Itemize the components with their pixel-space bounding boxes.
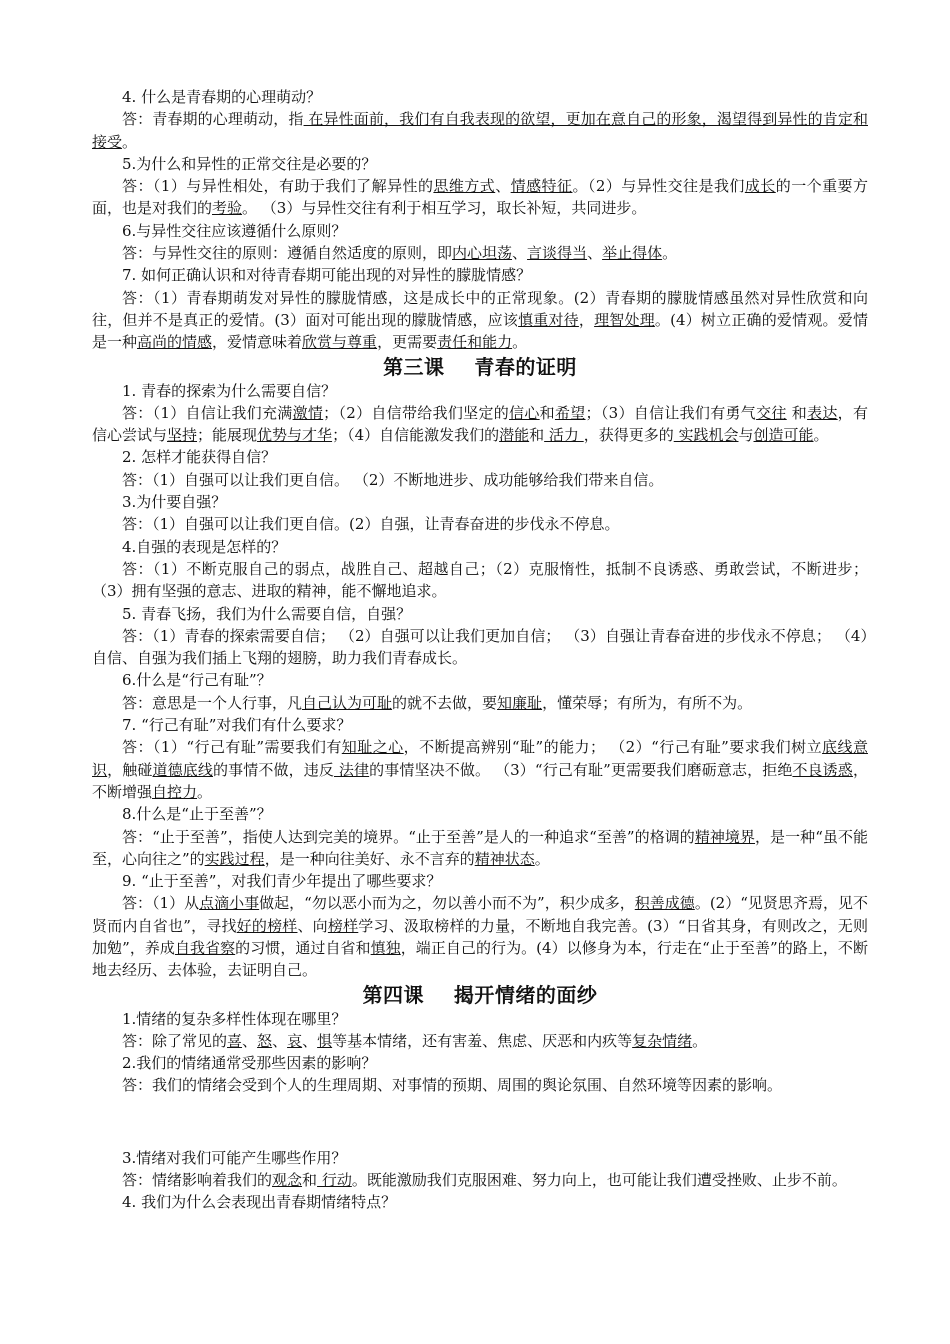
text-run: 答：除了常见的 bbox=[122, 1031, 228, 1050]
underlined-answer-term: 优势与才华 bbox=[257, 426, 333, 445]
text-run: 。 bbox=[122, 132, 138, 151]
underlined-answer-term: 惧 bbox=[317, 1031, 333, 1050]
question bbox=[92, 153, 868, 175]
underlined-answer-term: 交往 bbox=[756, 403, 787, 422]
underlined-answer-term: 复杂情绪 bbox=[632, 1031, 693, 1050]
answer bbox=[92, 287, 868, 354]
underlined-answer-term: 坚持 bbox=[167, 426, 198, 445]
text-run: 答：（1）与异性相处，有助于我们了解异性的 bbox=[122, 177, 434, 196]
text-run: 答：青春期的心理萌动，指 bbox=[122, 110, 304, 129]
underlined-answer-term: 精神状态 bbox=[474, 849, 535, 868]
underlined-answer-term: 榜样 bbox=[327, 916, 359, 935]
underlined-answer-term: 考验 bbox=[212, 199, 243, 218]
underlined-answer-term: 创造可能 bbox=[753, 426, 814, 445]
text-run: 、 bbox=[587, 244, 603, 263]
question bbox=[92, 380, 868, 402]
text-run: 6.与异性交往应该遵循什么原则？ bbox=[122, 221, 347, 240]
question bbox=[92, 264, 868, 286]
underlined-answer-term: 喜 bbox=[227, 1031, 243, 1050]
answer bbox=[92, 1074, 868, 1096]
text-run: 的就不去做，要 bbox=[392, 693, 498, 712]
answer bbox=[92, 469, 868, 491]
underlined-answer-term: 好的榜样 bbox=[236, 916, 298, 935]
text-run: 第四课 揭开情绪的面纱 bbox=[362, 982, 598, 1007]
underlined-answer-term: 自控力 bbox=[152, 782, 198, 801]
text-run: 3.情绪对我们可能产生哪些作用？ bbox=[122, 1148, 347, 1167]
text-run: 1. 青春的探索为什么需要自信？ bbox=[122, 381, 337, 400]
question bbox=[92, 536, 868, 558]
answer bbox=[92, 892, 868, 981]
question bbox=[92, 491, 868, 513]
text-run: 、 bbox=[242, 1031, 258, 1050]
answer bbox=[92, 1030, 868, 1052]
text-run: 答：（1）青春期萌发对异性的朦胧情感，这是成长中的正常现象。(2）青春期的朦胧情感虽然对异性欣赏和向往，但并不是真正的爱情。(3）面对可能出现的朦胧情感，应该 bbox=[92, 288, 868, 329]
text-run: ，爱情意味着 bbox=[212, 333, 303, 352]
text-run: 2. 怎样才能获得自信？ bbox=[122, 448, 277, 467]
underlined-answer-term: 欣赏与尊重 bbox=[302, 333, 378, 352]
underlined-answer-term: 责任和能力 bbox=[437, 333, 513, 352]
question bbox=[92, 603, 868, 625]
text-run: 答：意思是一个人行事，凡 bbox=[122, 693, 303, 712]
text-run: 答：（1）“行己有耻”需要我们有 bbox=[122, 738, 342, 757]
text-run: 。 bbox=[512, 333, 528, 352]
text-run: 的一个重要方面，也是对我们的 bbox=[92, 177, 868, 218]
question bbox=[92, 803, 868, 825]
text-run: 。 bbox=[662, 244, 678, 263]
underlined-answer-term: 成长 bbox=[744, 177, 776, 196]
underlined-answer-term: 哀 bbox=[287, 1031, 303, 1050]
underlined-answer-term: 知耻之心 bbox=[341, 738, 404, 757]
text-run: ，有信心尝试与 bbox=[92, 403, 868, 445]
underlined-answer-term: 信心 bbox=[509, 403, 540, 422]
text-run: 与 bbox=[738, 426, 754, 445]
text-run: 答：“止于至善”，指使人达到完美的境界。“止于至善”是人的一种追求“至善”的格调的 bbox=[122, 827, 695, 846]
text-run: 。(2）“见贤思齐焉，见不贤而内自省也”，寻找 bbox=[92, 894, 868, 935]
text-run: 答：情绪影响着我们的 bbox=[122, 1171, 273, 1190]
text-run: ；（2）自信带给我们坚定的 bbox=[323, 403, 510, 422]
question bbox=[92, 446, 868, 468]
underlined-answer-term: 言谈得当 bbox=[527, 244, 588, 263]
text-run: ，是一种“虽不能至，心向往之”的 bbox=[92, 827, 868, 868]
underlined-answer-term: 不良诱惑 bbox=[792, 760, 853, 779]
underlined-answer-term: 慎重对待 bbox=[518, 310, 579, 329]
text-run: 、向 bbox=[297, 916, 328, 935]
text-run: 7. 如何正确认识和对待青春期可能出现的对异性的朦胧情感？ bbox=[122, 266, 532, 285]
text-run: 、 bbox=[272, 1031, 288, 1050]
text-run: 、 bbox=[512, 244, 528, 263]
text-run: ，懂荣辱；有所为，有所不为。 bbox=[542, 693, 753, 712]
text-run: ， bbox=[578, 310, 595, 329]
answer bbox=[92, 1169, 868, 1191]
answer bbox=[92, 826, 868, 871]
text-run: 和 bbox=[302, 1171, 318, 1190]
question bbox=[92, 86, 868, 108]
underlined-answer-term: 点滴小事 bbox=[199, 894, 260, 913]
underlined-answer-term: 道德底线 bbox=[152, 760, 213, 779]
question bbox=[92, 714, 868, 736]
text-run: 9. “止于至善”，对我们青少年提出了哪些要求？ bbox=[122, 872, 442, 891]
text-run: 第三课 青春的证明 bbox=[383, 354, 577, 379]
text-run: 5.为什么和异性的正常交往是必要的？ bbox=[122, 154, 377, 173]
text-run: 。 bbox=[197, 782, 213, 801]
text-run: ，是一种向往美好、永不言弃的 bbox=[264, 849, 475, 868]
underlined-answer-term: 举止得体 bbox=[602, 244, 663, 263]
text-run: 6.什么是“行己有耻”？ bbox=[122, 671, 272, 690]
text-run: 和 bbox=[539, 403, 555, 422]
text-run: 答：（1）不断克服自己的弱点，战胜自己、超越自己；（2）克服惰性，抵制不良诱惑、勇敢尝试，不断进步；（3）拥有坚强的意志、进取的精神，能不懈地追求。 bbox=[92, 559, 868, 601]
text-run: ，触碰 bbox=[107, 760, 153, 779]
text-run: 答：（1）自信让我们充满 bbox=[122, 403, 293, 422]
question bbox=[92, 1008, 868, 1030]
text-run: 7. “行己有耻”对我们有什么要求？ bbox=[122, 716, 352, 735]
text-run: ，不断提高辨别“耻”的能力； （2）“行己有耻”要求我们树立 bbox=[403, 738, 823, 757]
underlined-answer-term: 思维方式 bbox=[433, 177, 496, 196]
underlined-answer-term: 知廉耻 bbox=[497, 693, 543, 712]
text-run: 和 bbox=[529, 426, 545, 445]
text-run: ，不断增强 bbox=[92, 760, 868, 801]
underlined-answer-term: 自己认为可耻 bbox=[302, 693, 393, 712]
text-run: ；能展现 bbox=[197, 426, 258, 445]
text-run: 答：与异性交往的原则：遵循自然适度的原则，即 bbox=[122, 244, 453, 263]
text-run: 4. 什么是青春期的心理萌动？ bbox=[122, 88, 322, 106]
text-run: 答：（1）自强可以让我们更自信。 （2）不断地进步、成功能够给我们带来自信。 bbox=[122, 470, 664, 489]
underlined-answer-term: 高尚的情感 bbox=[137, 333, 213, 352]
answer bbox=[92, 558, 868, 603]
underlined-answer-term: 表达 bbox=[807, 403, 838, 422]
underlined-answer-term: 怒 bbox=[257, 1031, 273, 1050]
text-run: 等基本情绪，还有害羞、焦虑、厌恶和内疚等 bbox=[332, 1031, 633, 1050]
text-run: 做起，“勿以恶小而为之，勿以善小而不为”，积少成多， bbox=[259, 894, 635, 913]
underlined-answer-term: 精神境界 bbox=[694, 827, 756, 846]
text-run: 答：（1）青春的探索需要自信； （2）自强可以让我们更加自信； （3）自强让青春奋进的步伐永不停息； （4）自信、自强为我们插上飞翔的翅膀，助力我们青春成长。 bbox=[92, 626, 868, 668]
underlined-answer-term: 情感特征 bbox=[510, 177, 573, 196]
text-run: 4.自强的表现是怎样的？ bbox=[122, 537, 287, 556]
underlined-answer-term: 实践机会 bbox=[673, 426, 739, 445]
blank-line bbox=[92, 1112, 868, 1132]
underlined-answer-term: 自我省察 bbox=[174, 938, 236, 957]
underlined-answer-term: 潜能 bbox=[499, 426, 530, 445]
text-run: 3.为什要自强？ bbox=[122, 493, 227, 512]
underlined-answer-term: 积善成德 bbox=[634, 894, 695, 913]
underlined-answer-term: 观念 bbox=[272, 1171, 303, 1190]
text-run: 、 bbox=[495, 177, 511, 196]
underlined-answer-term: 实践过程 bbox=[204, 849, 265, 868]
lesson-heading bbox=[92, 354, 868, 380]
answer bbox=[92, 736, 868, 803]
text-run: ，获得更多的 bbox=[583, 426, 674, 445]
text-run: 、 bbox=[302, 1031, 318, 1050]
text-run: 1.情绪的复杂多样性体现在哪里？ bbox=[122, 1009, 347, 1028]
text-run: ；（3）自信让我们有勇气 bbox=[585, 403, 757, 422]
text-run: ，端正自己的行为。(4）以修身为本，行走在“止于至善”的路上，不断地去经历、去体验，去证明自己。 bbox=[92, 938, 868, 980]
text-run: 5. 青春飞扬，我们为什么需要自信，自强？ bbox=[122, 604, 412, 623]
text-run: 。 （3）与异性交往有利于相互学习，取长补短，共同进步。 bbox=[242, 199, 647, 218]
underlined-answer-term: 慎独 bbox=[370, 938, 401, 957]
text-run: 的习惯，通过自省和 bbox=[235, 938, 371, 957]
question bbox=[92, 870, 868, 892]
text-run: 答：（1）从 bbox=[122, 894, 200, 913]
answer bbox=[92, 513, 868, 535]
question bbox=[92, 1147, 868, 1169]
question bbox=[92, 1052, 868, 1074]
text-run: 答：（1）自强可以让我们更自信。(2）自强，让青春奋进的步伐永不停息。 bbox=[122, 515, 620, 534]
text-run: 8.什么是“止于至善”？ bbox=[122, 805, 272, 824]
text-run: 的事情不做，违反 bbox=[213, 760, 334, 779]
text-run: 答：我们的情绪会受到个人的生理周期、对事情的预期、周围的舆论氛围、自然环境等因素的影响。 bbox=[122, 1076, 783, 1095]
underlined-answer-term: 活力 bbox=[544, 426, 584, 445]
underlined-answer-term: 法律 bbox=[333, 760, 370, 779]
underlined-answer-term: 激情 bbox=[292, 403, 324, 422]
answer bbox=[92, 402, 868, 447]
answer bbox=[92, 692, 868, 714]
text-run: 。既能激励我们克服困难、努力向上，也可能让我们遭受挫败、止步不前。 bbox=[351, 1171, 847, 1190]
question bbox=[92, 1191, 868, 1213]
text-run: 。 bbox=[813, 426, 829, 445]
text-run: ；（4）自信能激发我们的 bbox=[332, 426, 500, 445]
text-run: 4. 我们为什么会表现出青春期情绪特点？ bbox=[122, 1193, 397, 1212]
underlined-answer-term: 理智处理 bbox=[594, 310, 655, 329]
text-run: 。 bbox=[534, 849, 550, 868]
text-run: 。 bbox=[692, 1031, 708, 1050]
answer bbox=[92, 625, 868, 670]
underlined-answer-term: 希望 bbox=[554, 403, 586, 422]
underlined-answer-term: 在异性面前，我们有自我表现的欲望，更加在意自己的形象，渴望得到异性的肯定和接受 bbox=[92, 110, 868, 151]
text-run: 2.我们的情绪通常受那些因素的影响？ bbox=[122, 1054, 377, 1073]
lesson-heading bbox=[92, 982, 868, 1008]
text-run: 的事情坚决不做。 （3）“行己有耻”更需要我们磨砺意志，拒绝 bbox=[369, 760, 793, 779]
answer bbox=[92, 175, 868, 220]
underlined-answer-term: 内心坦荡 bbox=[452, 244, 513, 263]
question bbox=[92, 669, 868, 691]
text-run: ，更需要 bbox=[377, 333, 438, 352]
text-run: 。（2）与异性交往是我们 bbox=[572, 177, 745, 196]
answer bbox=[92, 242, 868, 264]
text-run: 和 bbox=[786, 403, 808, 422]
underlined-answer-term: 行动 bbox=[317, 1171, 352, 1190]
text-run: 学习、汲取榜样的力量，不断地自我完善。(3）“日省其身，有则改之，无则加勉”，养成 bbox=[92, 916, 868, 957]
question bbox=[92, 220, 868, 242]
document-page bbox=[92, 86, 868, 1214]
text-run: 。(4）树立正确的爱情观。爱情是一种 bbox=[92, 310, 868, 352]
underlined-answer-term: 底线意识 bbox=[92, 738, 868, 779]
answer bbox=[92, 108, 868, 153]
